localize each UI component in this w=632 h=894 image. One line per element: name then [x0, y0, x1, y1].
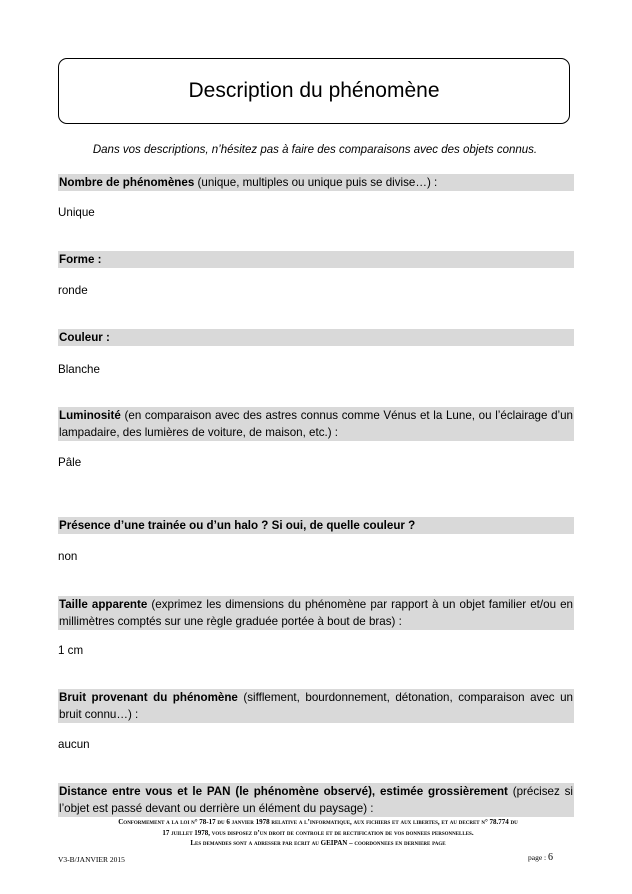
legal-line: 17 juillet 1978, vous disposez d’un droit de controle et de rectification de vos donnees personnelles.: [162, 828, 474, 837]
legal-line: Conformement a la loi n° 78-17 du 6 janvier 1978 relative a l’informatique, aux fichiers et aux libertes, et au decret n° 78.774 du: [118, 818, 518, 826]
answer-luminosity: Pâle: [58, 456, 82, 469]
answer-shape: ronde: [58, 284, 88, 297]
question-color: [58, 329, 574, 346]
page-title: Description du phénomène: [188, 79, 440, 102]
question-note: (en comparaison avec des astres connus comme Vénus et la Lune, ou l’éclairage d’un lampadaire, des lumières de voiture, de maison, etc.) :: [59, 409, 573, 439]
question-label: Taille apparente: [59, 598, 148, 611]
page-indicator: [528, 852, 553, 863]
answer-number-of-phenomena: Unique: [58, 206, 95, 219]
question-label: Distance entre vous et le PAN (le phénomène observé), estimée grossièrement: [59, 785, 508, 798]
question-apparent-size: [58, 596, 574, 630]
question-label: Présence d’une trainée ou d’un halo ? Si oui, de quelle couleur ?: [59, 519, 416, 532]
question-distance: [58, 783, 574, 817]
question-note: (exprimez les dimensions du phénomène par rapport à un objet familier et/ou en millimètres comptés sur une règle graduée portée à bout de bras) :: [59, 598, 573, 628]
answer-trail-halo: non: [58, 550, 78, 563]
answer-apparent-size: 1 cm: [58, 644, 84, 657]
question-note: (sifflement, bourdonnement, détonation, comparaison avec un bruit connu…) :: [59, 691, 573, 721]
title-box: [58, 58, 570, 124]
answer-noise: aucun: [58, 738, 90, 751]
question-label: Forme :: [59, 253, 102, 266]
legal-notice: [60, 817, 576, 849]
question-label: Nombre de phénomènes: [59, 176, 195, 189]
version-label: V3-B/JANVIER 2015: [58, 855, 125, 864]
page-label: page :: [528, 853, 548, 862]
answer-color: Blanche: [58, 363, 100, 376]
question-label: Couleur :: [59, 331, 110, 344]
question-label: Luminosité: [59, 409, 121, 422]
question-label: Bruit provenant du phénomène: [59, 691, 238, 704]
question-note: (unique, multiples ou unique puis se divise…) :: [194, 176, 438, 189]
page-number: 6: [548, 852, 553, 863]
question-note: (précisez si l’objet est passé devant ou derrière un élément du paysage) :: [59, 785, 573, 815]
question-noise: [58, 689, 574, 723]
question-luminosity: [58, 407, 574, 441]
intro-text: Dans vos descriptions, n’hésitez pas à faire des comparaisons avec des objets connus.: [92, 144, 538, 156]
question-shape: [58, 251, 574, 268]
question-trail-halo: [58, 517, 574, 534]
question-number-of-phenomena: [58, 174, 574, 191]
legal-line: Les demandes sont a adresser par ecrit au GEIPAN – coordonnees en derniere page: [190, 839, 446, 847]
